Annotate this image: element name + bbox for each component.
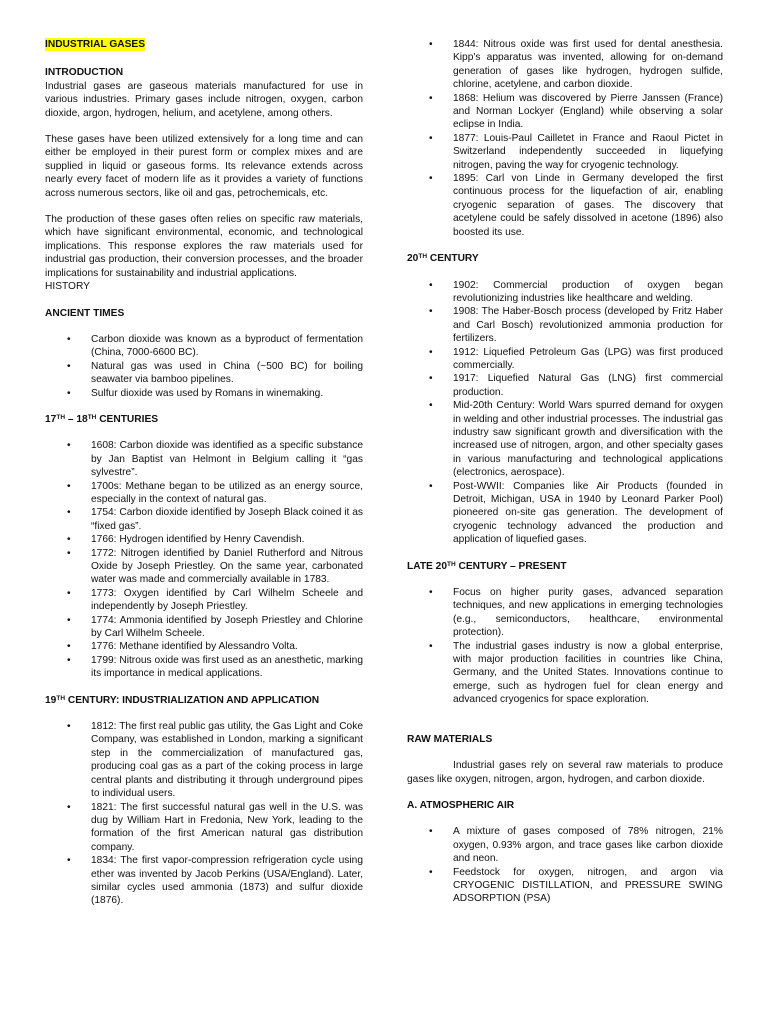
list-item: • A mixture of gases composed of 78% nitrogen, 21% oxygen, 0.93% argon, and trace gases like carbon dioxide and neon. [429, 826, 723, 865]
bullet-icon: • [429, 132, 433, 144]
list-item: • 1776: Methane identified by Alessandro Volta. [67, 641, 298, 653]
list-item: • Sulfur dioxide was used by Romans in winemaking. [67, 387, 324, 399]
c19-list-part1 [45, 720, 363, 908]
bullet-icon: • [67, 534, 71, 546]
bullet-icon: • [429, 279, 433, 291]
bullet-icon: • [67, 801, 71, 813]
ancient-list [45, 333, 363, 400]
list-item: • 1917: Liquefied Natural Gas (LNG) first commercial production. [429, 373, 723, 398]
atmospheric-air-heading: A. ATMOSPHERIC AIR [407, 799, 515, 811]
c19-heading: 19TH CENTURY: INDUSTRIALIZATION AND APPLICATION [45, 694, 320, 706]
intro-paragraph: These gases have been utilized extensively for a long time and can either be employed in their purest form or complex mixes and are supplied in liquid or gaseous forms. Its relevance extends across nearly every facet of modern life as it provides a variety of functions across numerous sectors, like oil and gas, petrochemicals, etc. [45, 134, 363, 199]
list-item: • 1700s: Methane began to be utilized as an energy source, especially in the context of natural gas. [67, 480, 363, 505]
intro-paragraph: The production of these gases often relies on specific raw materials, which have significant environmental, economic, and technological implications. This response explores the raw materials used for industrial gas production, their conversion processes, and the broader implications for sustainability and industrial applications. [45, 214, 363, 279]
bullet-icon: • [429, 480, 433, 492]
bullet-icon: • [429, 640, 433, 652]
bullet-icon: • [429, 826, 433, 838]
list-item: • 1908: The Haber-Bosch process (developed by Fritz Haber and Carl Bosch) revolutionized ammonia production for fertilizers. [429, 306, 723, 345]
list-item: • Carbon dioxide was known as a byproduct of fermentation (China, 7000-6600 BC). [67, 333, 363, 359]
bullet-icon: • [429, 306, 433, 318]
list-item: • 1902: Commercial production of oxygen began revolutionizing industries like healthcare and welding. [429, 279, 723, 304]
bullet-icon: • [67, 614, 71, 626]
list-item: • 1772: Nitrogen identified by Daniel Rutherford and Nitrous Oxide by Joseph Priestley. On the same year, carbonated water was made and commercially available in 1783. [67, 547, 363, 586]
c19-list-part2 [407, 38, 723, 239]
list-item: • 1773: Oxygen identified by Carl Wilhelm Scheele and independently by Joseph Priestley. [67, 587, 363, 613]
bullet-icon: • [429, 346, 433, 358]
bullet-icon: • [429, 173, 433, 185]
bullet-icon: • [67, 587, 71, 599]
list-item: • 1754: Carbon dioxide identified by Joseph Black coined it as “fixed gas”. [67, 507, 363, 532]
raw-materials-paragraph: Industrial gases rely on several raw materials to produce gases like oxygen, nitrogen, argon, hydrogen, and carbon dioxide. [407, 760, 723, 785]
bullet-icon: • [67, 641, 71, 653]
bullet-icon: • [67, 855, 71, 867]
c17-list [45, 439, 363, 680]
late20-list [407, 586, 723, 707]
bullet-icon: • [67, 507, 71, 519]
raw-materials-heading: RAW MATERIALS [407, 733, 493, 745]
list-item: • The industrial gases industry is now a global enterprise, with major production facilities in countries like China, Germany, and the United States. Innovations continue to emerge, such as hydrogen fuel for clean energy and advanced cryogenics for space exploration. [429, 640, 723, 706]
bullet-icon: • [67, 333, 71, 345]
list-item: • Natural gas was used in China (~500 BC) for boiling seawater via bamboo pipelines. [67, 360, 363, 386]
late20-heading: LATE 20TH CENTURY – PRESENT [407, 560, 567, 572]
bullet-icon: • [429, 866, 433, 878]
list-item: • 1844: Nitrous oxide was first used for dental anesthesia. Kipp's apparatus was invented, allowing for on-demand generation of gases like hydrogen, hydrogen sulfide, chlorine, acetylene, and carbon dioxide. [429, 39, 723, 91]
bullet-icon: • [429, 373, 433, 385]
list-item: • 1774: Ammonia identified by Joseph Priestley and Chlorine by Carl Wilhelm Scheele. [67, 614, 363, 640]
list-item: • 1895: Carl von Linde in Germany developed the first continuous process for the liquefaction of air, enabling cryogenic separation of gases. The discovery that acetylene could be safely dissolved in acetone (1896) also boosted its use. [429, 173, 723, 238]
bullet-icon: • [429, 92, 433, 104]
list-item: • 1812: The first real public gas utility, the Gas Light and Coke Company, was established in London, marking a significant step in the commercialization of manufactured gas, producing coal gas as a part of the coking process in large central plants and distributing it through underground pipes to individual users. [67, 721, 363, 800]
list-item: • Post-WWII: Companies like Air Products (founded in Detroit, Michigan, USA in 1940 by Leonard Parker Pool) pioneered on-site gas generation. The development of cryogenic technology advanced the production and application of liquefied gases. [429, 480, 723, 546]
list-item: • 1912: Liquefied Petroleum Gas (LPG) was first produced commercially. [429, 346, 723, 371]
bullet-icon: • [429, 39, 433, 50]
document-title: INDUSTRIAL GASES [45, 39, 145, 50]
bullet-icon: • [67, 387, 71, 399]
bullet-icon: • [67, 480, 71, 492]
c17-heading: 17TH – 18TH CENTURIES [45, 413, 159, 425]
list-item: • 1799: Nitrous oxide was first used as an anesthetic, marking its importance in medical applications. [67, 654, 363, 680]
bullet-icon: • [67, 547, 71, 559]
bullet-icon: • [67, 440, 71, 452]
bullet-icon: • [429, 400, 433, 412]
c20-list [407, 279, 723, 547]
list-item: • 1766: Hydrogen identified by Henry Cavendish. [67, 534, 305, 546]
list-item: • 1877: Louis-Paul Cailletet in France and Raoul Pictet in Switzerland independently succeeded in liquefying nitrogen, paving the way for cryogenic technology. [429, 132, 723, 171]
list-item: • 1868: Helium was discovered by Pierre Janssen (France) and Norman Lockyer (England) while observing a solar eclipse in India. [429, 92, 723, 131]
intro-paragraph: Industrial gases are gaseous materials manufactured for use in various industries. Primary gases include nitrogen, oxygen, carbon dioxide, argon, hydrogen, helium, and acetylene, among others. [45, 80, 363, 119]
history-label: HISTORY [45, 281, 90, 293]
list-item: • Feedstock for oxygen, nitrogen, and argon via CRYOGENIC DISTILLATION, and PRESSURE SWING ADSORPTION (PSA) [429, 866, 723, 905]
right-column [407, 38, 723, 906]
bullet-icon: • [429, 587, 433, 599]
ancient-heading: ANCIENT TIMES [45, 307, 125, 319]
bullet-icon: • [67, 654, 71, 666]
c20-heading: 20TH CENTURY [407, 253, 479, 265]
air-list [407, 825, 723, 905]
left-column [45, 38, 363, 908]
bullet-icon: • [67, 721, 71, 733]
intro-heading: INTRODUCTION [45, 67, 124, 79]
list-item: • 1608: Carbon dioxide was identified as a specific substance by Jan Baptist van Helmont in Belgium calling it “gas sylvestre”. [67, 440, 363, 479]
list-item: • Focus on higher purity gases, advanced separation techniques, and new applications in emerging technologies (e.g., semiconductors, healthcare, environmental protection). [429, 587, 723, 639]
bullet-icon: • [67, 360, 71, 372]
list-item: • 1834: The first vapor-compression refrigeration cycle using ether was invented by Jacob Perkins (USA/England). Later, similar cycles used ammonia (1873) and sulfur dioxide (1876). [67, 855, 363, 907]
list-item: • Mid-20th Century: World Wars spurred demand for oxygen in welding and other industrial processes. The industrial gas industry saw significant growth and diversification with the increased use of nitrogen, argon, and other specialty gases in various manufacturing and technological applications (electronics, aerospace). [429, 400, 723, 479]
list-item: • 1821: The first successful natural gas well in the U.S. was dug by William Hart in Fredonia, New York, leading to the formation of the first American natural gas distribution company. [67, 801, 363, 853]
